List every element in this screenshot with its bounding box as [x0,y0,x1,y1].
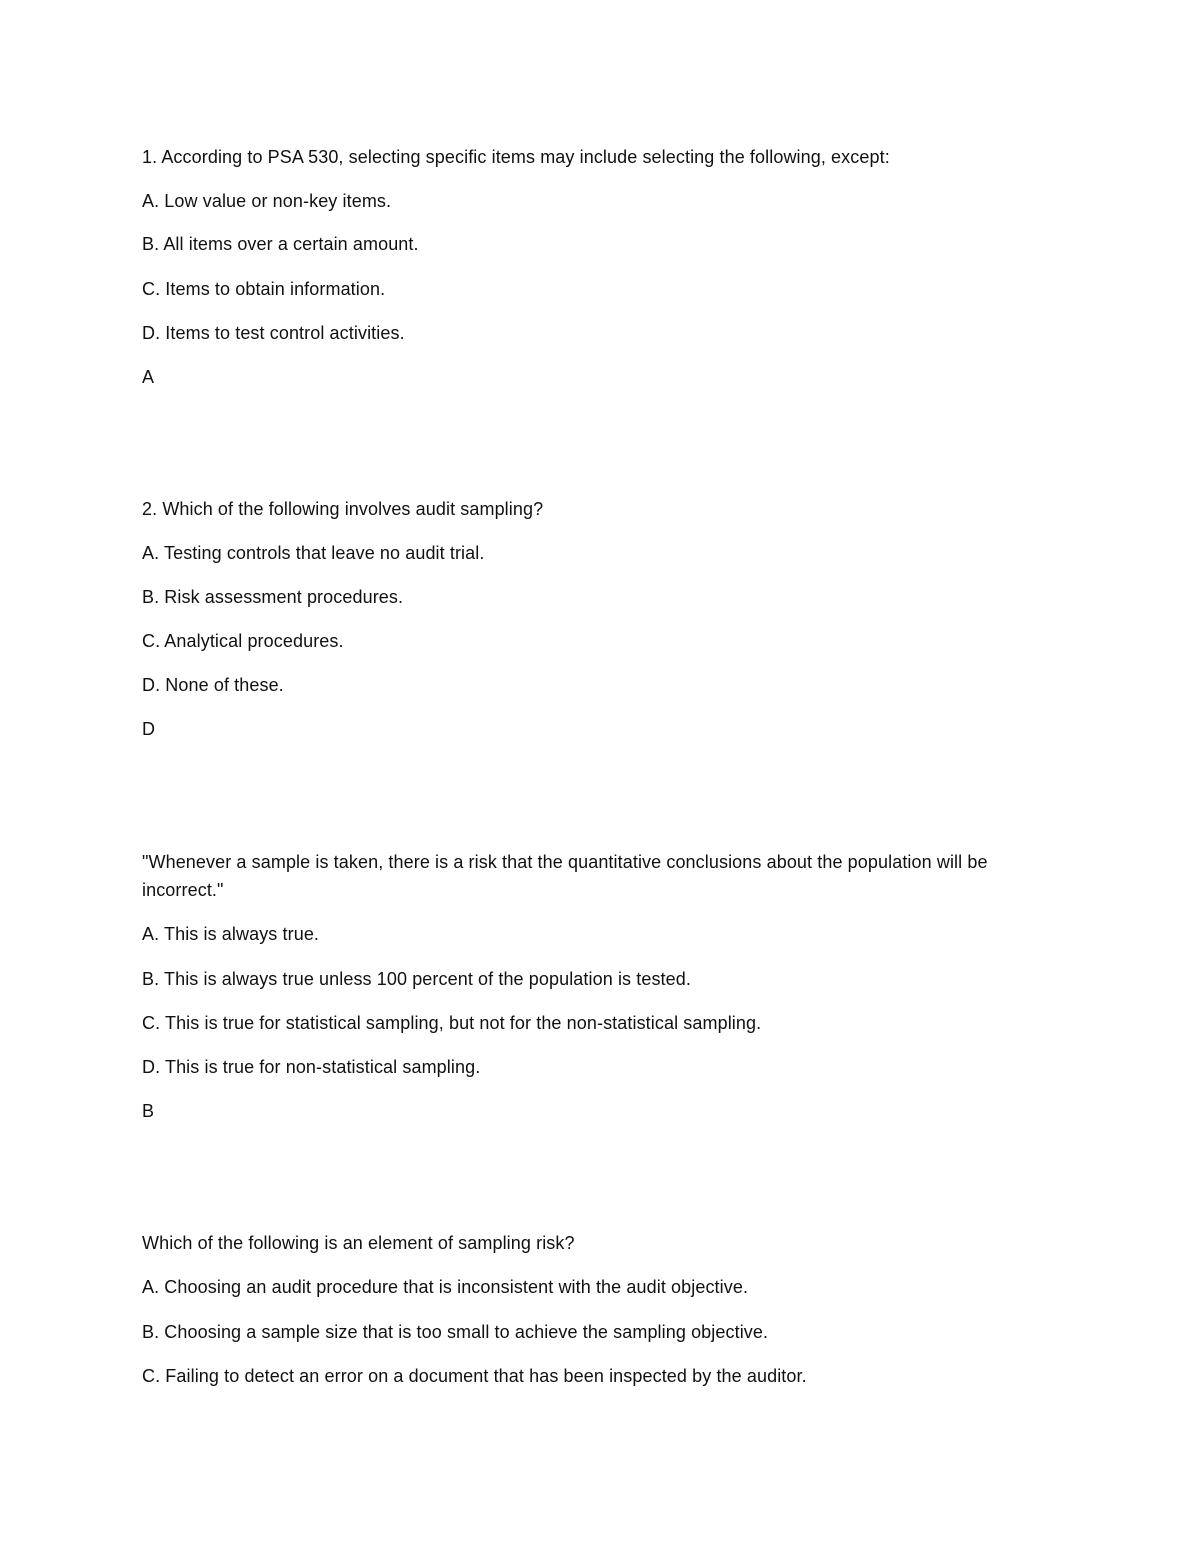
question-1-answer: A [142,367,155,387]
question-1-option-c: C. Items to obtain information. [142,279,386,299]
question-3-option-d: D. This is true for non-statistical sampling. [142,1057,481,1077]
question-2-option-d: D. None of these. [142,675,284,695]
question-2-option-c: C. Analytical procedures. [142,631,344,651]
question-1-option-b: B. All items over a certain amount. [142,234,419,254]
question-4-stem: Which of the following is an element of sampling risk? [142,1233,575,1253]
question-3-option-a: A. This is always true. [142,924,320,944]
question-3-answer: B [142,1101,155,1121]
question-1-stem: 1. According to PSA 530, selecting specific items may include selecting the following, except: [142,147,890,167]
question-4-option-b: B. Choosing a sample size that is too small to achieve the sampling objective. [142,1322,769,1342]
question-1-option-d: D. Items to test control activities. [142,323,405,343]
question-3-option-c: C. This is true for statistical sampling, but not for the non-statistical sampling. [142,1013,762,1033]
question-3-stem: "Whenever a sample is taken, there is a risk that the quantitative conclusions about the population will be incorrect." [142,852,988,900]
question-2-stem: 2. Which of the following involves audit sampling? [142,499,544,519]
question-2-option-b: B. Risk assessment procedures. [142,587,404,607]
question-3-option-b: B. This is always true unless 100 percent of the population is tested. [142,969,691,989]
question-4-option-a: A. Choosing an audit procedure that is inconsistent with the audit objective. [142,1277,749,1297]
question-2-option-a: A. Testing controls that leave no audit trial. [142,543,485,563]
question-2-answer: D [142,719,156,739]
question-4-option-c: C. Failing to detect an error on a document that has been inspected by the auditor. [142,1366,807,1386]
question-1-option-a: A. Low value or non-key items. [142,191,392,211]
